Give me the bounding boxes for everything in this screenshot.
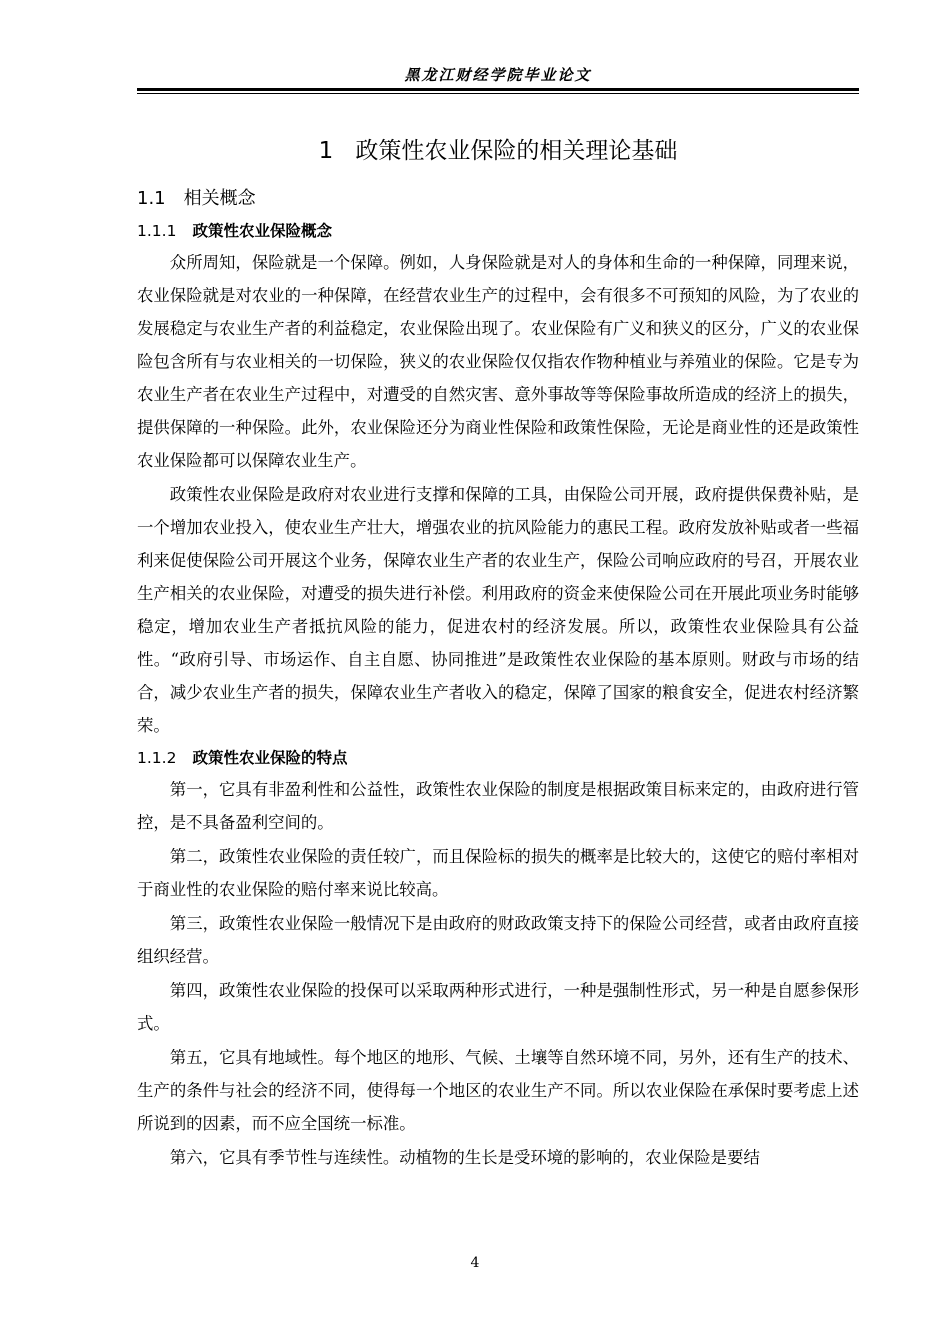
paragraph: 第二，政策性农业保险的责任较广，而且保险标的损失的概率是比较大的，这使它的赔付率相对于商业性的农业保险的赔付率来说比较高。: [137, 847, 859, 899]
chapter-number: 1: [318, 138, 334, 164]
section-number: 1.1: [137, 188, 166, 209]
header-rule-thick: [137, 88, 859, 91]
subsection-number: 1.1.1: [137, 222, 177, 240]
paragraph: 第四，政策性农业保险的投保可以采取两种形式进行，一种是强制性形式，另一种是自愿参保形式。: [137, 981, 859, 1033]
chapter-title: [137, 128, 859, 174]
paragraph: 第三，政策性农业保险一般情况下是由政府的财政政策支持下的保险公司经营，或者由政府直接组织经营。: [137, 914, 859, 966]
body-content: [137, 128, 859, 1175]
subsection-title-text: 政策性农业保险的特点: [192, 749, 348, 767]
section-title-text: 相关概念: [183, 188, 256, 209]
paragraph: 第六，它具有季节性与连续性。动植物的生长是受环境的影响的，农业保险是要结: [169, 1148, 760, 1167]
paragraph: 政策性农业保险是政府对农业进行支撑和保障的工具，由保险公司开展，政府提供保费补贴，是一个增加农业投入，使农业生产壮大，增强农业的抗风险能力的惠民工程。政府发放补贴或者一些福利来促使保险公司开展这个业务，保障农业生产者的农业生产，保险公司响应政府的号召，开展农业生产相关的农业保险，对遭受的损失进行补偿。利用政府的资金来使保险公司在开展此项业务时能够稳定，增加农业生产者抵抗风险的能力，促进农村的经济发展。所以，政策性农业保险具有公益性。“政府引导、市场运作、自主自愿、协同推进”是政策性农业保险的基本原则。财政与市场的结合，减少农业生产者的损失，保障农业生产者收入的稳定，保障了国家的粮食安全，促进农村经济繁荣。: [137, 485, 859, 735]
chapter-title-text: 政策性农业保险的相关理论基础: [355, 138, 678, 164]
subsection-title: [137, 743, 859, 773]
subsection-title-text: 政策性农业保险概念: [192, 222, 332, 240]
paragraph: 众所周知，保险就是一个保障。例如，人身保险就是对人的身体和生命的一种保障，同理来说，农业保险就是对农业的一种保障，在经营农业生产的过程中，会有很多不可预知的风险，为了农业的发展稳定与农业生产者的利益稳定，农业保险出现了。农业保险有广义和狭义的区分，广义的农业保险包含所有与农业相关的一切保险，狭义的农业保险仅仅指农作物种植业与养殖业的保险。它是专为农业生产者在农业生产过程中，对遭受的自然灾害、意外事故等等保险事故所造成的经济上的损失，提供保障的一种保险。此外，农业保险还分为商业性保险和政策性保险，无论是商业性的还是政策性农业保险都可以保障农业生产。: [137, 253, 859, 470]
paragraph: 第五，它具有地域性。每个地区的地形、气候、土壤等自然环境不同，另外，还有生产的技术、生产的条件与社会的经济不同，使得每一个地区的农业生产不同。所以农业保险在承保时要考虑上述所说到的因素，而不应全国统一标准。: [137, 1048, 859, 1133]
page-number: 4: [470, 1255, 480, 1271]
subsection-title: [137, 216, 859, 246]
paragraph: 第一，它具有非盈利性和公益性，政策性农业保险的制度是根据政策目标来定的，由政府进行管控，是不具备盈利空间的。: [137, 780, 859, 832]
running-header: 黑龙江财经学院毕业论文: [404, 66, 592, 84]
section-title: [137, 182, 859, 216]
header-rule-thin: [137, 93, 859, 94]
subsection-number: 1.1.2: [137, 749, 177, 767]
